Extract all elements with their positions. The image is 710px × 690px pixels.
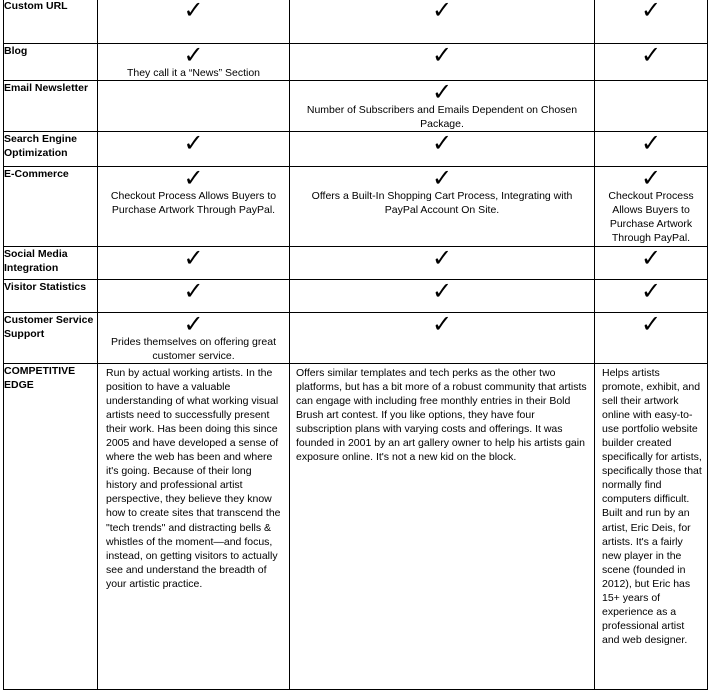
cell-note: Checkout Process Allows Buyers to Purchase Artwork Through PayPal.	[110, 190, 277, 216]
table-cell	[290, 164, 595, 247]
table-cell	[290, 277, 595, 313]
edge-text: Helps artists promote, exhibit, and sell their artwork online with easy-to-use portfolio website builder created specifically for artists, specifically those that normally find computers difficult. Built and run by an artist, Eric Deis, for artists. It's a fairly new player in the scene (founded in 2012), but Eric has 15+ years of experience as a professional artist and web designer.	[602, 367, 702, 646]
table-row	[4, 81, 708, 132]
feature-label: COMPETITIVE EDGE	[4, 364, 98, 690]
cell-note: Offers a Built-In Shopping Cart Process, Integrating with PayPal Account On Site.	[311, 190, 573, 216]
feature-label: Custom URL	[4, 0, 98, 44]
table-cell	[595, 244, 708, 280]
table-cell	[290, 129, 595, 167]
check-icon: ✓	[183, 244, 204, 272]
table-cell	[290, 244, 595, 280]
table-cell	[595, 0, 708, 44]
check-icon: ✓	[431, 41, 453, 69]
check-icon: ✓	[431, 164, 453, 192]
feature-label: Search Engine Optimization	[4, 132, 98, 167]
check-icon: ✓	[183, 41, 204, 69]
table-row	[4, 0, 708, 44]
table-cell	[98, 129, 290, 167]
table-cell	[98, 0, 290, 44]
cell-note: Prides themselves on offering great customer service.	[111, 336, 276, 362]
table-cell	[98, 277, 290, 313]
table-row	[4, 132, 708, 167]
check-icon: ✓	[640, 277, 662, 305]
table-cell	[595, 164, 708, 247]
check-icon: ✓	[640, 164, 662, 192]
cell-note: Checkout Process Allows Buyers to Purchase Artwork Through PayPal.	[608, 190, 694, 244]
table-cell	[290, 41, 595, 81]
check-icon: ✓	[640, 0, 662, 24]
check-icon: ✓	[431, 129, 453, 157]
feature-label: Social Media Integration	[4, 247, 98, 280]
table-cell	[98, 81, 290, 132]
table-cell	[290, 364, 595, 690]
table-cell	[595, 81, 708, 132]
table-cell	[595, 310, 708, 364]
table-cell	[290, 78, 595, 132]
table-cell	[98, 364, 290, 690]
check-icon: ✓	[431, 277, 453, 305]
table-cell	[595, 129, 708, 167]
check-icon: ✓	[183, 129, 204, 157]
check-icon: ✓	[431, 244, 453, 272]
feature-label: Customer Service Support	[4, 313, 98, 364]
table-cell	[98, 41, 290, 81]
table-row	[4, 280, 708, 313]
check-icon: ✓	[640, 244, 662, 272]
cell-note: They call it a “News” Section	[126, 67, 261, 79]
table-cell	[98, 244, 290, 280]
table-cell	[595, 277, 708, 313]
edge-text: Offers similar templates and tech perks as the other two platforms, but has a bit more of a robust community that artists can engage with including free monthly entries in their Bold Brush art contest. If you like options, they have four subscription plans with varying costs and offerings. It was founded in 2001 by an art gallery owner to help his artists gain exposure online. It's not a new kid on the block.	[296, 367, 587, 464]
table-row	[4, 364, 708, 690]
table-cell	[290, 310, 595, 364]
check-icon: ✓	[183, 164, 204, 192]
comparison-table	[3, 0, 708, 690]
table-row	[4, 44, 708, 81]
feature-label: Blog	[4, 44, 98, 81]
edge-text: Run by actual working artists. In the position to have a valuable understanding of what working visual artists need to successfully present their work. Has been doing this since 2005 and have developed a sense of where the web has been and where it's going. Because of their long history and professional artist perspective, they believe they know how to create sites that transcend the "tech trends" and distracting bells & whistles of the moment—and focus, instead, on getting visitors to actually see and understand the breadth of your artistic practice.	[106, 367, 281, 590]
table-row	[4, 313, 708, 364]
check-icon: ✓	[431, 78, 453, 106]
feature-label: E-Commerce	[4, 167, 98, 247]
check-icon: ✓	[640, 310, 662, 338]
table-cell	[98, 310, 290, 364]
table-cell	[98, 164, 290, 247]
check-icon: ✓	[183, 277, 204, 305]
check-icon: ✓	[183, 0, 204, 24]
table-cell	[595, 364, 708, 690]
table-row	[4, 167, 708, 247]
check-icon: ✓	[431, 310, 453, 338]
table-row	[4, 247, 708, 280]
cell-note: Number of Subscribers and Emails Dependent on Chosen Package.	[306, 104, 578, 130]
check-icon: ✓	[640, 129, 662, 157]
feature-label: Email Newsletter	[4, 81, 98, 132]
check-icon: ✓	[640, 41, 662, 69]
feature-label: Visitor Statistics	[4, 280, 98, 313]
table-cell	[290, 0, 595, 44]
check-icon: ✓	[183, 310, 204, 338]
check-icon: ✓	[431, 0, 453, 24]
table-cell	[595, 41, 708, 81]
